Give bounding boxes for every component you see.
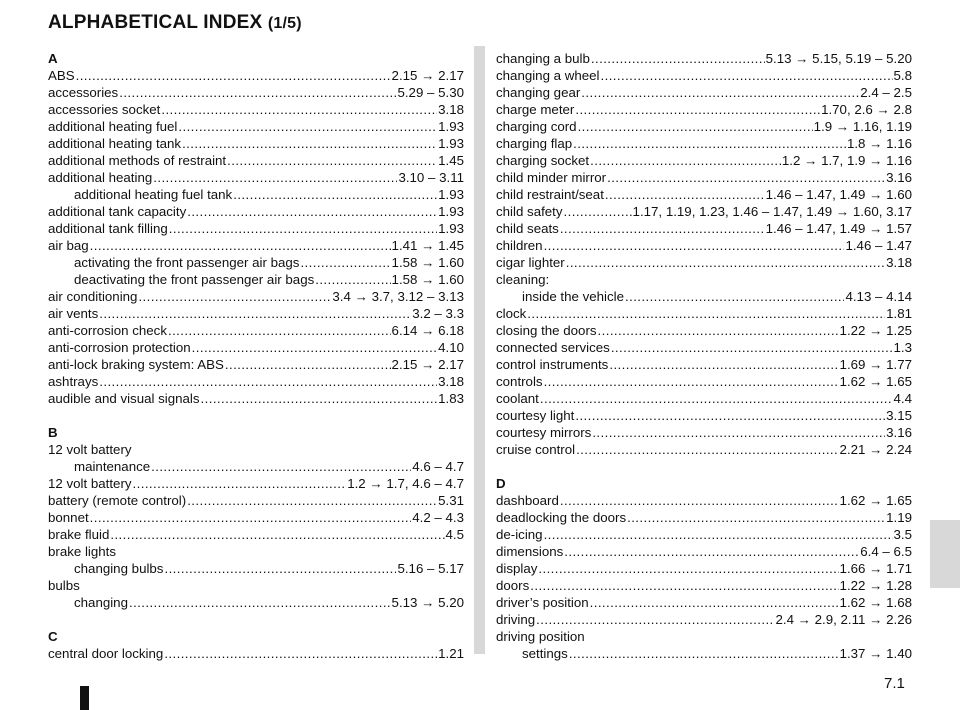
index-entry [496,424,912,441]
page-reference: 5.31 [438,493,464,508]
index-subentry [48,458,464,475]
dot-leader [300,254,390,271]
page-reference: 1.62 → 1.68 [839,595,912,610]
index-heading: bulbs [48,578,80,593]
index-subentry [48,560,464,577]
page-reference: 1.41 → 1.45 [391,238,464,253]
dot-leader [627,509,885,526]
index-entry [48,101,464,118]
index-entry [48,475,464,492]
dot-leader [178,118,437,135]
entry-label: cruise control [496,442,576,457]
entry-label: changing a bulb [496,51,590,66]
entry-label: central door locking [48,646,164,661]
entry-label: dimensions [496,544,564,559]
dot-leader [527,305,885,322]
dot-leader [187,492,437,509]
dot-leader [607,169,885,186]
index-entry [496,441,912,458]
entry-label: cigar lighter [496,255,565,270]
page-reference: 6.14 → 6.18 [391,323,464,338]
index-entry [496,203,912,220]
dot-leader [591,50,765,67]
page-reference: 3.15 [886,408,912,423]
index-subentry [496,645,912,662]
page-reference: 1.58 → 1.60 [391,255,464,270]
page-reference: 4.6 – 4.7 [412,459,464,474]
entry-label: changing bulbs [74,561,164,576]
entry-label: air conditioning [48,289,138,304]
page-reference: 4.10 [438,340,464,355]
page-reference: 1.93 [438,136,464,151]
index-entry [48,305,464,322]
index-entry [496,135,912,152]
page-reference: 3.16 [886,170,912,185]
page-reference: 1.93 [438,221,464,236]
page-reference: 4.5 [445,527,464,542]
entry-label: ashtrays [48,374,99,389]
dot-leader [153,169,397,186]
index-subentry [496,288,912,305]
index-entry [496,237,912,254]
entry-label: doors [496,578,530,593]
page-reference: 5.29 – 5.30 [397,85,464,100]
dot-leader [544,526,893,543]
index-entry [496,186,912,203]
page-reference: 2.4 – 2.5 [860,85,912,100]
dot-leader [192,339,437,356]
index-entry [496,407,912,424]
entry-label: charge meter [496,102,575,117]
dot-leader [581,84,859,101]
page-reference: 3.10 – 3.11 [398,170,464,185]
dot-leader [151,458,411,475]
dot-leader [119,84,396,101]
page-reference: 3.18 [438,102,464,117]
dot-leader [169,220,437,237]
dot-leader [590,152,781,169]
page-reference: 1.62 → 1.65 [839,493,912,508]
page-reference: 1.19 [886,510,912,525]
page-reference: 2.21 → 2.24 [839,442,912,457]
page-reference: 1.46 – 1.47, 1.49 → 1.60 [765,187,912,202]
entry-label: settings [522,646,568,661]
index-subentry [48,594,464,611]
entry-label: changing [74,595,128,610]
page-reference: 3.4 → 3.7, 3.12 – 3.13 [332,289,464,304]
dot-leader [233,186,437,203]
entry-label: additional heating fuel [48,119,178,134]
index-heading: brake lights [48,544,116,559]
index-entry [48,390,464,407]
entry-label: anti-corrosion check [48,323,167,338]
page-reference: 1.17, 1.19, 1.23, 1.46 – 1.47, 1.49 → 1.60, 3.17 [632,204,912,219]
page-reference: 1.2 → 1.7, 4.6 – 4.7 [347,476,464,491]
entry-label: control instruments [496,357,609,372]
entry-label: deactivating the front passenger air bags [74,272,315,287]
page-reference: 1.83 [438,391,464,406]
page-reference: 1.22 → 1.28 [839,578,912,593]
entry-label: anti-corrosion protection [48,340,191,355]
page-reference: 5.13 → 5.15, 5.19 – 5.20 [765,51,912,66]
dot-leader [99,373,437,390]
dot-leader [576,441,838,458]
section-spacer [48,611,464,628]
entry-label: clock [496,306,527,321]
page-reference: 1.70, 2.6 → 2.8 [821,102,912,117]
entry-label: charging cord [496,119,577,134]
index-entry [48,645,464,662]
page-reference: 2.15 → 2.17 [391,357,464,372]
page-reference: 1.45 [438,153,464,168]
index-entry [48,373,464,390]
dot-leader [605,186,765,203]
page-reference: 3.18 [438,374,464,389]
dot-leader [187,203,437,220]
entry-label: child safety [496,204,563,219]
entry-label: changing a wheel [496,68,600,83]
page-reference: 1.62 → 1.65 [839,374,912,389]
dot-leader [611,339,893,356]
entry-label: bonnet [48,510,89,525]
entry-label: additional heating [48,170,153,185]
entry-label: air vents [48,306,99,321]
index-entry [496,169,912,186]
index-entry [48,526,464,543]
dot-leader [201,390,438,407]
entry-label: charging socket [496,153,590,168]
entry-label: charging flap [496,136,573,151]
entry-label: deadlocking the doors [496,510,627,525]
dot-leader [133,475,347,492]
index-entry [48,203,464,220]
index-entry [48,237,464,254]
index-entry [496,543,912,560]
dot-leader [564,203,632,220]
index-entry [496,339,912,356]
index-entry [48,169,464,186]
index-entry [48,152,464,169]
section-letter: B [48,425,58,440]
page-reference: 5.16 – 5.17 [397,561,464,576]
entry-label: connected services [496,340,610,355]
index-entry [496,373,912,390]
dot-leader [164,645,437,662]
entry-label: changing gear [496,85,581,100]
dot-leader [538,560,838,577]
entry-label: driving [496,612,536,627]
dot-leader [315,271,390,288]
index-entry [496,101,912,118]
section-letter: C [48,629,58,644]
entry-label: coolant [496,391,539,406]
index-entry [496,84,912,101]
page-reference: 5.8 [893,68,912,83]
index-title: ALPHABETICAL INDEX [48,12,263,33]
entry-label: accessories [48,85,119,100]
dot-leader [225,356,391,373]
dot-leader [76,67,391,84]
dot-leader [99,305,411,322]
page-reference: 3.18 [886,255,912,270]
index-entry [496,594,912,611]
entry-label: child minder mirror [496,170,607,185]
dot-leader [90,237,391,254]
page-reference: 1.46 – 1.47 [845,238,912,253]
page-reference: 4.13 – 4.14 [845,289,912,304]
dot-leader [536,611,774,628]
index-entry [496,220,912,237]
entry-label: courtesy mirrors [496,425,592,440]
dot-leader [168,322,391,339]
index-entry [48,339,464,356]
index-entry [48,492,464,509]
entry-label: audible and visual signals [48,391,200,406]
entry-label: air bag [48,238,89,253]
entry-label: courtesy light [496,408,575,423]
dot-leader [544,373,839,390]
index-entry [48,67,464,84]
index-entry [496,67,912,84]
dot-leader [164,560,396,577]
index-entry [48,322,464,339]
entry-label: ABS [48,68,75,83]
index-column-left [48,50,464,662]
entry-label: anti-lock braking system: ABS [48,357,224,372]
entry-label: child restraint/seat [496,187,604,202]
index-entry [496,254,912,271]
entry-label: child seats [496,221,559,236]
index-entry [496,526,912,543]
entry-label: additional heating tank [48,136,182,151]
entry-label: additional tank capacity [48,204,187,219]
page-reference: 1.81 [886,306,912,321]
entry-label: inside the vehicle [522,289,625,304]
entry-label: additional heating fuel tank [74,187,233,202]
page-reference: 6.4 – 6.5 [860,544,912,559]
dot-leader [90,509,412,526]
page-reference: 1.2 → 1.7, 1.9 → 1.16 [781,153,912,168]
index-subentry [48,254,464,271]
entry-label: controls [496,374,543,389]
index-entry [496,509,912,526]
entry-label: accessories socket [48,102,161,117]
index-heading: 12 volt battery [48,442,132,457]
entry-label: maintenance [74,459,151,474]
index-entry [496,611,912,628]
index-entry [48,220,464,237]
index-entry [496,118,912,135]
index-entry [496,322,912,339]
index-subentry [48,186,464,203]
page-reference: 3.5 [893,527,912,542]
dot-leader [625,288,844,305]
dot-leader [575,101,820,118]
page-reference: 4.4 [893,391,912,406]
column-divider [474,46,485,654]
entry-label: closing the doors [496,323,597,338]
page-reference: 2.15 → 2.17 [391,68,464,83]
index-entry [496,305,912,322]
entry-label: additional tank filling [48,221,168,236]
section-spacer [48,407,464,424]
dot-leader [227,152,437,169]
entry-label: de-icing [496,527,543,542]
page-reference: 3.2 – 3.3 [412,306,464,321]
dot-leader [540,390,893,407]
section-letter: A [48,51,58,66]
dot-leader [138,288,331,305]
page-reference: 4.2 – 4.3 [412,510,464,525]
entry-label: driver’s position [496,595,589,610]
dot-leader [182,135,437,152]
page-reference: 1.9 → 1.16, 1.19 [813,119,912,134]
page-reference: 1.66 → 1.71 [839,561,912,576]
page-reference: 1.37 → 1.40 [839,646,912,661]
entry-label: battery (remote control) [48,493,187,508]
page-reference: 2.4 → 2.9, 2.11 → 2.26 [775,612,912,627]
dot-leader [569,645,839,662]
page-reference: 1.8 → 1.16 [846,136,912,151]
dot-leader [161,101,437,118]
index-entry [496,560,912,577]
page-reference: 1.21 [438,646,464,661]
dot-leader [530,577,838,594]
entry-label: brake fluid [48,527,110,542]
dot-leader [560,492,839,509]
index-heading: cleaning: [496,272,550,287]
section-letter: D [496,476,506,491]
page-title [48,12,302,34]
index-entry [48,288,464,305]
page-reference: 5.13 → 5.20 [391,595,464,610]
dot-leader [592,424,885,441]
section-spacer [496,458,912,475]
entry-label: additional methods of restraint [48,153,227,168]
dot-leader [601,67,893,84]
dot-leader [590,594,839,611]
index-entry [496,50,912,67]
index-part-indicator: (1/5) [267,15,302,32]
index-entry [496,577,912,594]
dot-leader [129,594,391,611]
dot-leader [544,237,845,254]
page-reference: 3.16 [886,425,912,440]
page-reference: 1.69 → 1.77 [839,357,912,372]
dot-leader [578,118,813,135]
chapter-tab [930,520,960,588]
entry-label: display [496,561,538,576]
dot-leader [575,407,885,424]
page-reference: 1.3 [893,340,912,355]
index-entry [48,118,464,135]
index-heading: driving position [496,629,585,644]
footer-marker [80,686,89,710]
entry-label: children [496,238,543,253]
index-column-right [496,50,912,662]
index-entry [496,492,912,509]
index-subentry [48,271,464,288]
index-entry [48,509,464,526]
dot-leader [560,220,765,237]
entry-label: dashboard [496,493,559,508]
dot-leader [609,356,838,373]
dot-leader [573,135,846,152]
index-entry [48,84,464,101]
index-entry [48,356,464,373]
page-reference: 1.93 [438,187,464,202]
dot-leader [566,254,885,271]
dot-leader [598,322,839,339]
index-entry [496,390,912,407]
page-reference: 1.93 [438,204,464,219]
dot-leader [564,543,859,560]
page-reference: 1.22 → 1.25 [839,323,912,338]
index-entry [48,135,464,152]
page-reference: 1.93 [438,119,464,134]
dot-leader [110,526,444,543]
entry-label: 12 volt battery [48,476,132,491]
page-reference: 1.58 → 1.60 [391,272,464,287]
index-entry [496,152,912,169]
page-number: 7.1 [884,675,905,692]
entry-label: activating the front passenger air bags [74,255,300,270]
index-entry [496,356,912,373]
page-reference: 1.46 – 1.47, 1.49 → 1.57 [765,221,912,236]
